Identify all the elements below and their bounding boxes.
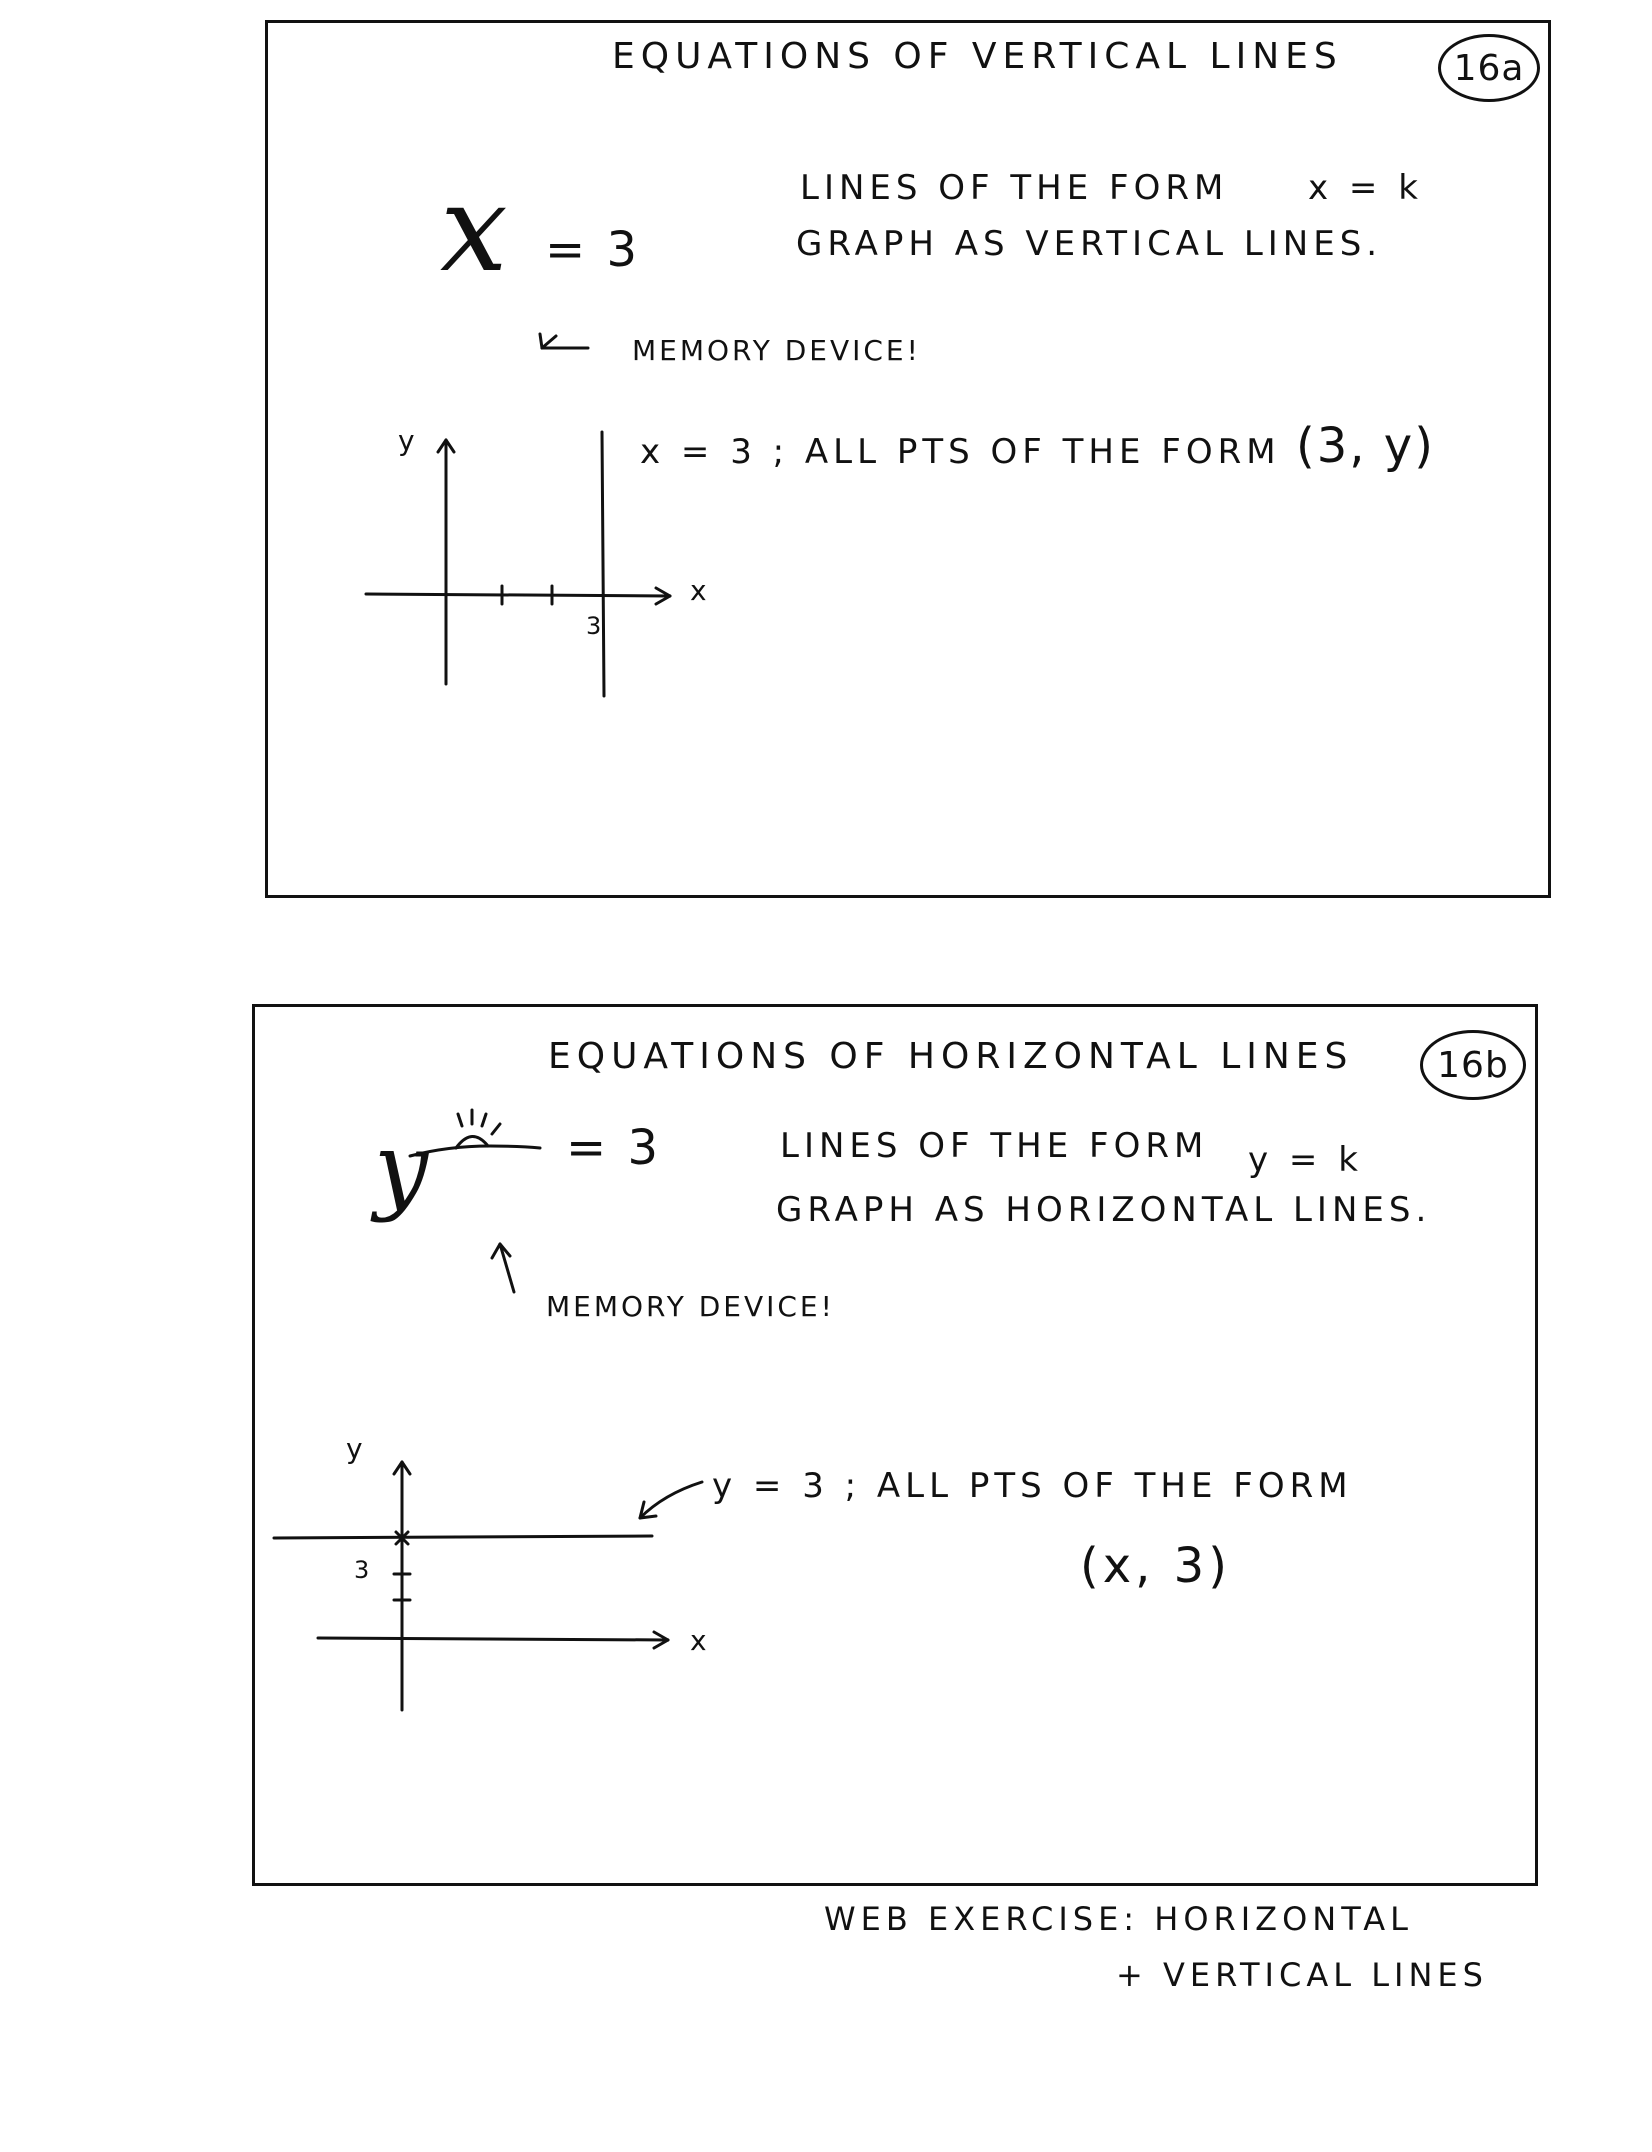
footer-line1: WEB EXERCISE: HORIZONTAL [824,1900,1413,1938]
slide-a-memory-arrow [540,334,588,348]
slide-b-point-form: (x, 3) [1080,1538,1231,1594]
slide-b-graph-description: y = 3 ; ALL PTS OF THE FORM [712,1466,1353,1506]
slide-b-horizontal-line-y3 [274,1536,652,1538]
slide-a-statement-line2: GRAPH AS VERTICAL LINES. [796,224,1383,264]
slide-b-statement-math: y = k [1248,1140,1363,1180]
slide-a-point-form: (3, y) [1296,418,1435,474]
slide-b-title: EQUATIONS OF HORIZONTAL LINES [548,1036,1354,1077]
slide-a-equation-value: = 3 [545,222,641,278]
slide-b-x-axis [318,1638,668,1640]
slide-b-memory-device: MEMORY DEVICE! [546,1290,835,1323]
slide-a-memory-device: MEMORY DEVICE! [632,334,921,367]
slide-a-x-axis-label: x [690,574,710,607]
slide-a-equation-variable: x [440,160,508,299]
slide-b-sun-doodle [410,1110,540,1156]
slide-b-y-axis-label: y [346,1432,366,1465]
footer-line2: + VERTICAL LINES [1116,1956,1488,1994]
slide-b-line-label: 3 [354,1556,373,1584]
slide-a-statement-line1: LINES OF THE FORM [800,168,1229,208]
slide-a-vertical-line-x3 [602,432,604,696]
slide-a-badge: 16a [1438,34,1540,102]
slide-b-equation-variable: y [374,1112,429,1224]
slide-a-graph [366,432,670,696]
slide-a-graph-description: x = 3 ; ALL PTS OF THE FORM [640,432,1281,472]
slide-b-memory-arrow [492,1244,514,1292]
slide-b-statement-line1: LINES OF THE FORM [780,1126,1209,1166]
slide-b-graph [274,1462,702,1710]
slide-a-statement-math: x = k [1308,168,1423,208]
slide-a-line-label: 3 [586,612,605,640]
slide-b-x-axis-label: x [690,1624,710,1657]
slide-a-x-axis [366,594,670,596]
slide-b-statement-line2: GRAPH AS HORIZONTAL LINES. [776,1190,1432,1230]
slide-b-pointer-arrow [640,1482,702,1518]
slide-a-title: EQUATIONS OF VERTICAL LINES [612,36,1343,77]
slide-b-badge: 16b [1420,1030,1526,1100]
slide-b-equation-value: = 3 [566,1120,662,1176]
slide-a-y-axis-label: y [398,424,418,457]
